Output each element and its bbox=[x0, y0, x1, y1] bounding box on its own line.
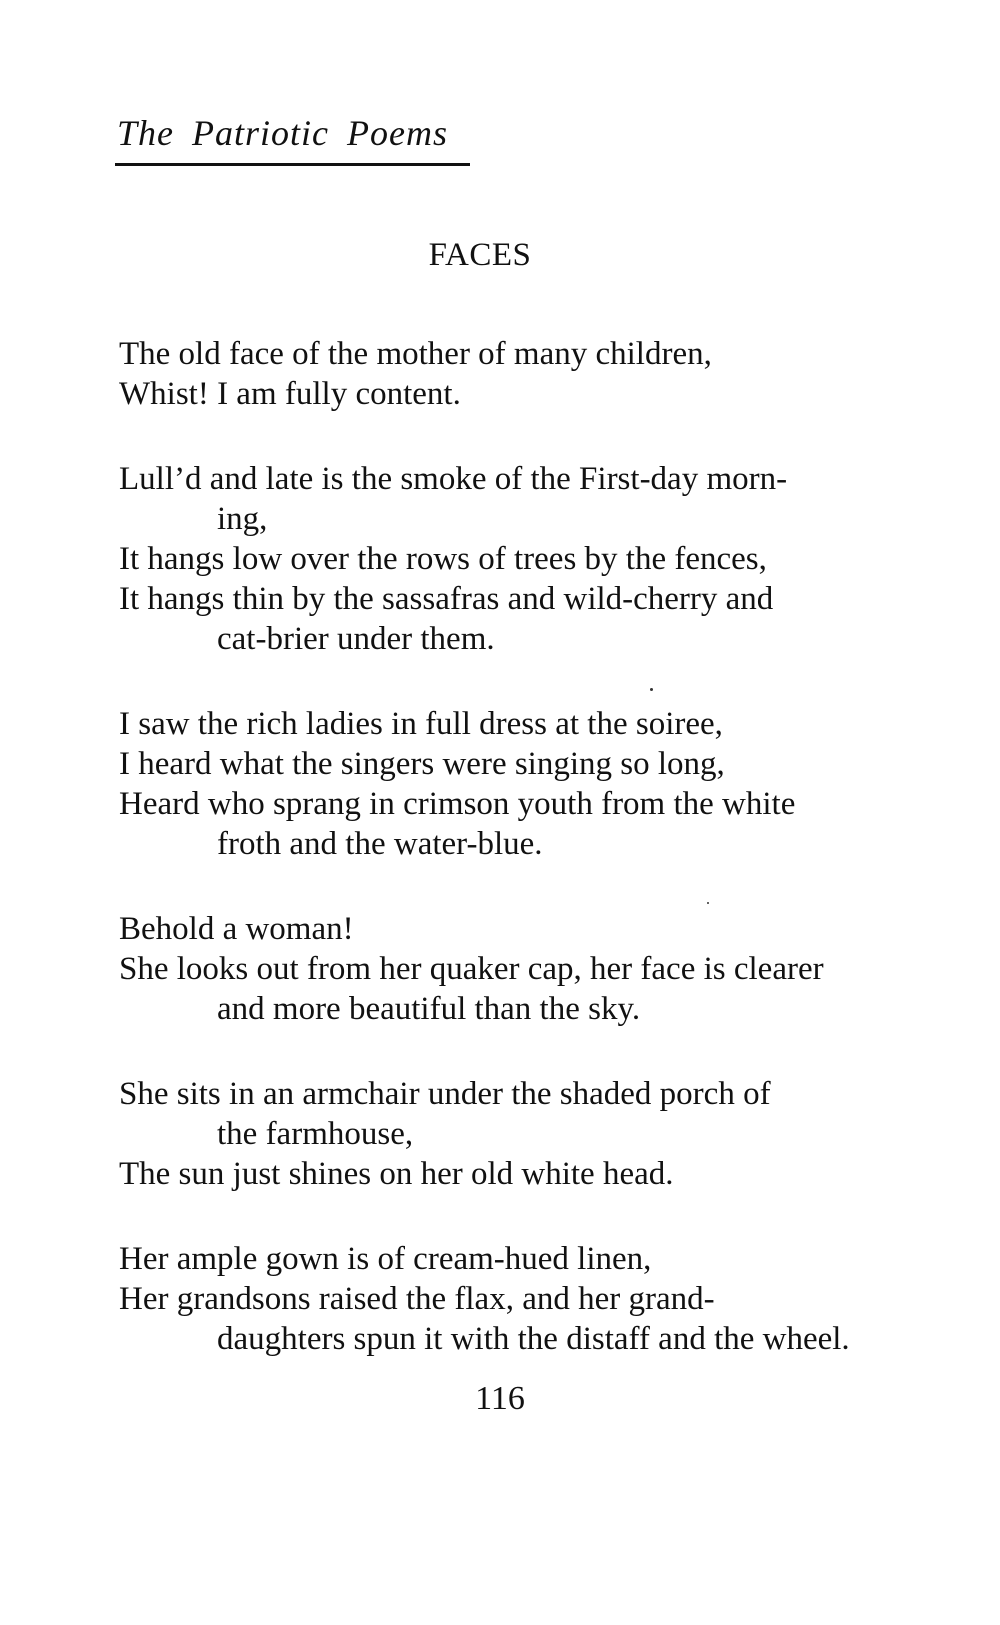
poem-line bbox=[119, 539, 874, 579]
line-text: It hangs low over the rows of trees by the fences, bbox=[119, 541, 767, 577]
poem-line bbox=[119, 784, 874, 864]
line-text: Lull’d and late is the smoke of the First-day morn- bbox=[119, 461, 788, 497]
stanza bbox=[119, 334, 874, 414]
poem-line bbox=[119, 1154, 874, 1194]
line-continuation: ing, bbox=[217, 501, 268, 537]
line-text: I saw the rich ladies in full dress at the soiree, bbox=[119, 706, 723, 742]
line-text: The old face of the mother of many children, bbox=[119, 336, 712, 372]
poem-line bbox=[119, 909, 874, 949]
line-text: She looks out from her quaker cap, her face is clearer bbox=[119, 951, 824, 987]
poem-line bbox=[119, 744, 874, 784]
stanza bbox=[119, 1074, 874, 1194]
line-text: Her grandsons raised the flax, and her grand- bbox=[119, 1281, 715, 1317]
poem-line bbox=[119, 1074, 874, 1154]
poem-title: FACES bbox=[428, 237, 532, 273]
header-rule bbox=[115, 163, 470, 166]
page-number: 116 bbox=[475, 1380, 525, 1417]
stanza bbox=[119, 459, 874, 659]
running-head: The Patriotic Poems bbox=[117, 113, 448, 153]
ink-speck bbox=[650, 688, 653, 691]
line-continuation: daughters spun it with the distaff and the wheel. bbox=[217, 1321, 850, 1357]
line-continuation: and more beautiful than the sky. bbox=[217, 991, 641, 1027]
stanza bbox=[119, 1239, 874, 1359]
line-continuation: froth and the water-blue. bbox=[217, 826, 543, 862]
poem-line bbox=[119, 949, 874, 1029]
ink-speck bbox=[707, 902, 709, 904]
poem-line bbox=[119, 1279, 874, 1359]
poem-line bbox=[119, 579, 874, 659]
poem-line bbox=[119, 334, 874, 374]
poem-line bbox=[119, 704, 874, 744]
line-continuation: cat-brier under them. bbox=[217, 621, 495, 657]
line-text: I heard what the singers were singing so long, bbox=[119, 746, 725, 782]
stanza bbox=[119, 704, 874, 864]
stanza bbox=[119, 909, 874, 1029]
poem-line bbox=[119, 1239, 874, 1279]
line-text: She sits in an armchair under the shaded porch of bbox=[119, 1076, 771, 1112]
line-continuation: the farmhouse, bbox=[217, 1116, 414, 1152]
line-text: Whist! I am fully content. bbox=[119, 376, 461, 412]
poem-line bbox=[119, 459, 874, 539]
line-text: Her ample gown is of cream-hued linen, bbox=[119, 1241, 652, 1277]
poem-body bbox=[119, 334, 874, 1404]
line-text: It hangs thin by the sassafras and wild-cherry and bbox=[119, 581, 774, 617]
line-text: Heard who sprang in crimson youth from the white bbox=[119, 786, 796, 822]
poem-line bbox=[119, 374, 874, 414]
line-text: Behold a woman! bbox=[119, 911, 354, 947]
line-text: The sun just shines on her old white head. bbox=[119, 1156, 674, 1192]
